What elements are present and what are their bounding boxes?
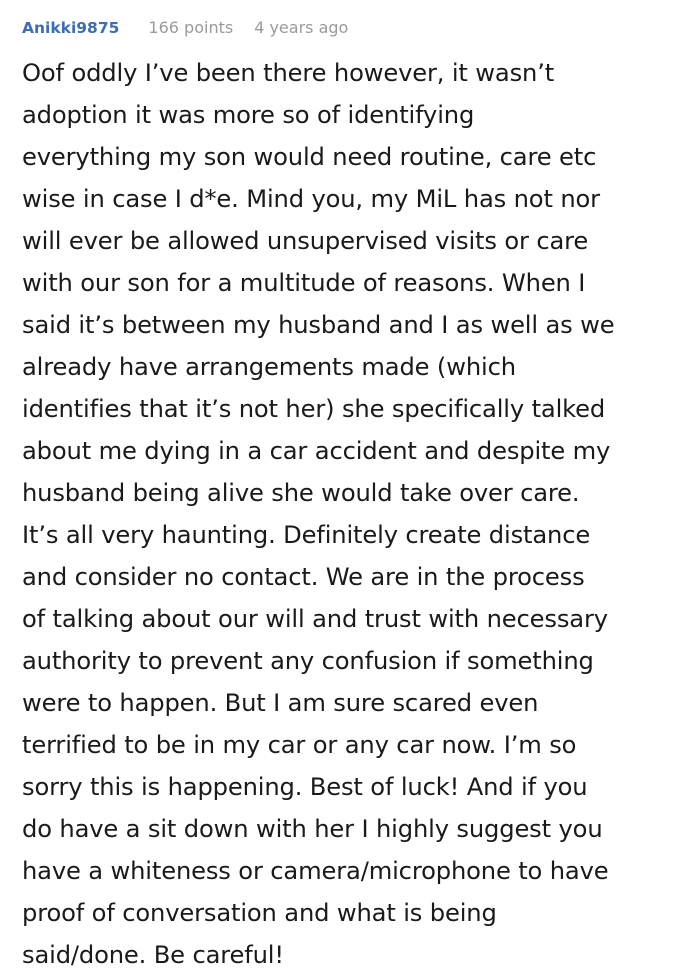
comment-line: identifies that it’s not her) she specifically talked — [22, 395, 606, 423]
comment-line: will ever be allowed unsupervised visits or care — [22, 227, 589, 255]
comment-line: sorry this is happening. Best of luck! And if you — [22, 773, 588, 801]
comment-line: terrified to be in my car or any car now. I’m so — [22, 731, 577, 759]
comment-line: do have a sit down with her I highly suggest you — [22, 815, 603, 843]
comment-line: said it’s between my husband and I as well as we — [22, 311, 615, 339]
comment-line: and consider no contact. We are in the process — [22, 563, 585, 591]
comment-line: have a whiteness or camera/microphone to have — [22, 857, 609, 885]
comment-meta — [22, 18, 672, 44]
username-link[interactable]: Anikki9875 — [22, 19, 120, 37]
comment-line: adoption it was more so of identifying — [22, 101, 475, 129]
points-count: 166 points — [148, 18, 234, 37]
comment-line: wise in case I d*e. Mind you, my MiL has not nor — [22, 185, 600, 213]
comment-line: of talking about our will and trust with necessary — [22, 605, 608, 633]
comment-line: authority to prevent any confusion if something — [22, 647, 594, 675]
comment-line: It’s all very haunting. Definitely create distance — [22, 521, 591, 549]
comment — [22, 18, 672, 976]
comment-line: about me dying in a car accident and despite my — [22, 437, 611, 465]
timestamp: 4 years ago — [254, 18, 349, 37]
comment-body — [22, 52, 672, 976]
comment-line: Oof oddly I’ve been there however, it wasn’t — [22, 59, 555, 87]
comment-line: proof of conversation and what is being — [22, 899, 497, 927]
comment-line: said/done. Be careful! — [22, 941, 284, 969]
comment-line: already have arrangements made (which — [22, 353, 516, 381]
comment-line: everything my son would need routine, care etc — [22, 143, 597, 171]
comment-line: husband being alive she would take over care. — [22, 479, 580, 507]
comment-line: were to happen. But I am sure scared even — [22, 689, 539, 717]
comment-line: with our son for a multitude of reasons. When I — [22, 269, 586, 297]
